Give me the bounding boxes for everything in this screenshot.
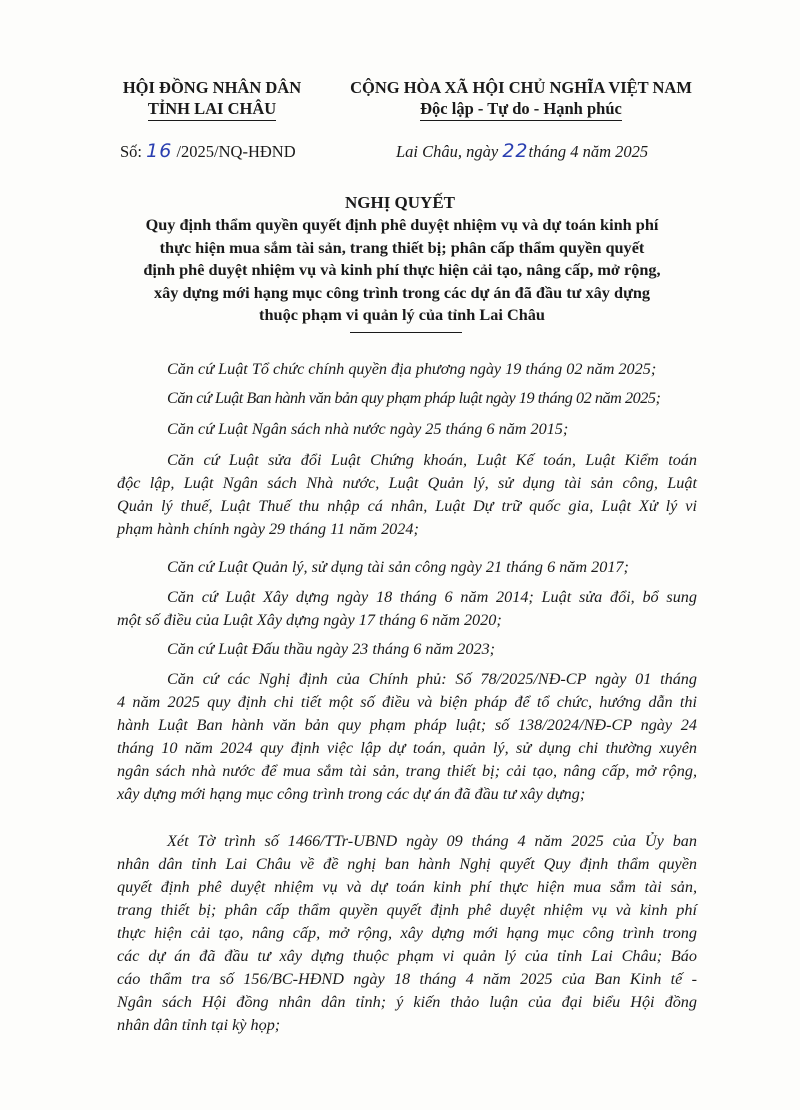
paragraph-line: độc lập, Luật Ngân sách Nhà nước, Luật Quản lý, sử dụng tài sản công, Luật: [117, 474, 697, 492]
subtitle-line: Quy định thẩm quyền quyết định phê duyệt nhiệm vụ và dự toán kinh phí: [145, 215, 659, 234]
nation-name: CỘNG HÒA XÃ HỘI CHỦ NGHĨA VIỆT NAM: [350, 78, 692, 97]
paragraph-line: cáo thẩm tra số 156/BC-HĐND ngày 18 tháng 4 năm 2025 của Ban Kinh tế -: [117, 970, 697, 988]
title-underline: [350, 332, 462, 333]
paragraph-line: nhân dân tỉnh tại kỳ họp;: [117, 1016, 281, 1034]
paragraph-line: nhân dân tỉnh Lai Châu về đề nghị ban hành Nghị quyết Quy định thẩm quyền: [117, 855, 697, 873]
paragraph-line: Căn cứ Luật Ban hành văn bản quy phạm pháp luật ngày 19 tháng 02 năm 2025;: [167, 389, 661, 407]
document-number: [120, 140, 296, 162]
paragraph-line: Quản lý thuế, Luật Thuế thu nhập cá nhân, Luật Dự trữ quốc gia, Luật Xử lý vi: [117, 497, 697, 515]
subtitle-line: định phê duyệt nhiệm vụ và kinh phí thực hiện cải tạo, nâng cấp, mở rộng,: [143, 260, 661, 279]
subtitle-line: xây dựng mới hạng mục công trình trong các dự án đã đầu tư xây dựng: [153, 282, 651, 302]
subtitle-line: thuộc phạm vi quản lý của tỉnh Lai Châu: [259, 305, 545, 324]
handwritten-number: 16: [146, 140, 173, 162]
number-suffix: /2025/NQ-HĐND: [172, 142, 296, 161]
national-heading: [336, 77, 706, 121]
paragraph-line: Căn cứ Luật Quản lý, sử dụng tài sản công ngày 21 tháng 6 năm 2017;: [167, 558, 629, 576]
legal-basis-paragraph: [117, 358, 697, 381]
legal-basis-paragraph: [117, 668, 697, 806]
number-prefix: Số:: [120, 142, 147, 161]
consideration-paragraph: [117, 830, 697, 1037]
paragraph-line: Xét Tờ trình số 1466/TTr-UBND ngày 09 tháng 4 năm 2025 của Ủy ban: [167, 832, 697, 850]
national-motto-text: Độc lập - Tự do - Hạnh phúc: [420, 98, 622, 121]
legal-basis-paragraph: [117, 387, 697, 410]
paragraph-line: Căn cứ Luật sửa đổi Luật Chứng khoán, Luật Kế toán, Luật Kiểm toán: [167, 451, 697, 469]
legal-basis-paragraph: [117, 638, 697, 661]
province-name-text: TỈNH LAI CHÂU: [148, 98, 276, 121]
paragraph-line: Căn cứ Luật Ngân sách nhà nước ngày 25 tháng 6 năm 2015;: [167, 420, 569, 438]
document-title: NGHỊ QUYẾT: [344, 193, 456, 212]
paragraph-line: tháng 10 năm 2024 quy định việc lập dự toán, quản lý, sử dụng chi thường xuyên: [117, 739, 697, 757]
paragraph-line: Căn cứ Luật Tổ chức chính quyền địa phương ngày 19 tháng 02 năm 2025;: [167, 360, 657, 378]
paragraph-line: quyết định phê duyệt nhiệm vụ và dự toán kinh phí thực hiện mua sắm tài sản,: [117, 878, 697, 896]
paragraph-line: xây dựng mới hạng mục công trình trong các dự án đã đầu tư xây dựng;: [117, 785, 586, 803]
legal-basis-paragraph: [117, 418, 697, 441]
issuing-authority: [112, 77, 312, 121]
paragraph-line: Căn cứ Luật Đấu thầu ngày 23 tháng 6 năm 2023;: [167, 640, 496, 658]
subtitle-line: thực hiện mua sắm tài sản, trang thiết bị; phân cấp thẩm quyền quyết: [159, 237, 645, 257]
paragraph-line: một số điều của Luật Xây dựng ngày 17 tháng 6 năm 2020;: [117, 611, 502, 629]
paragraph-line: các dự án đã đầu tư xây dựng thuộc phạm vi quản lý của tỉnh Lai Châu; Báo: [117, 947, 697, 965]
date-prefix: Lai Châu, ngày: [396, 142, 503, 161]
province-name: [112, 98, 312, 121]
paragraph-line: hành Luật Ban hành văn bản quy phạm pháp luật; số 138/2024/NĐ-CP ngày 24: [117, 716, 697, 734]
council-name: HỘI ĐỒNG NHÂN DÂN: [122, 78, 302, 97]
paragraph-line: thực hiện cải tạo, nâng cấp, mở rộng, xây dựng mới hạng mục công trình trong: [117, 924, 697, 942]
paragraph-line: phạm hành chính ngày 29 tháng 11 năm 2024;: [117, 520, 419, 538]
paragraph-line: ngân sách nhà nước để mua sắm tài sản, trang thiết bị; cải tạo, nâng cấp, mở rộng,: [117, 762, 697, 780]
document-subtitle: [112, 214, 692, 327]
national-motto: [336, 98, 706, 121]
paragraph-line: Ngân sách Hội đồng nhân dân tỉnh; ý kiến thảo luận của đại biểu Hội đồng: [117, 993, 697, 1011]
legal-basis-paragraph: [117, 556, 697, 579]
paragraph-line: Căn cứ Luật Xây dựng ngày 18 tháng 6 năm 2014; Luật sửa đổi, bổ sung: [167, 588, 697, 606]
paragraph-line: 4 năm 2025 quy định chi tiết một số điều và biện pháp để tổ chức, hướng dẫn thi: [117, 693, 697, 711]
date-suffix: tháng 4 năm 2025: [528, 142, 649, 161]
legal-basis-paragraph: [117, 449, 697, 541]
paragraph-line: trang thiết bị; phân cấp thẩm quyền quyết định phê duyệt nhiệm vụ và kinh phí: [117, 901, 697, 919]
document-date: [396, 140, 648, 162]
legal-basis-paragraph: [117, 586, 697, 632]
paragraph-line: Căn cứ các Nghị định của Chính phủ: Số 78/2025/NĐ-CP ngày 01 tháng: [167, 670, 697, 688]
handwritten-day: 22: [502, 140, 529, 162]
